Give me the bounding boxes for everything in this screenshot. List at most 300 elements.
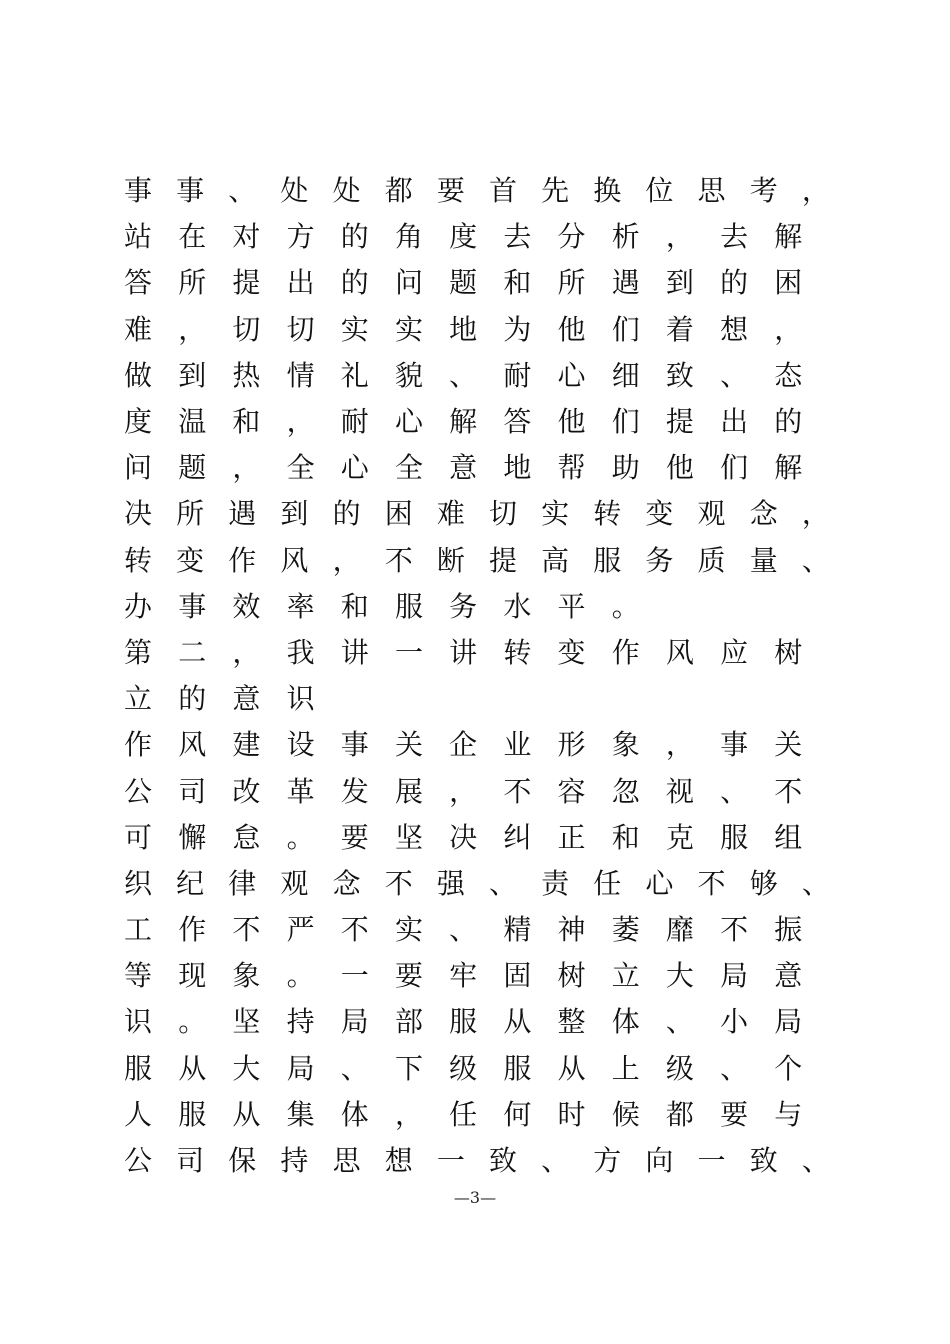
text-char: 牢 xyxy=(449,959,478,993)
text-char: 司 xyxy=(176,1144,205,1178)
text-char: 细 xyxy=(611,358,640,392)
text-char: 心 xyxy=(645,866,674,900)
text-char: 着 xyxy=(665,312,694,346)
text-char: 平 xyxy=(557,589,586,623)
text-char: 作 xyxy=(228,543,257,577)
text-char: 设 xyxy=(286,728,315,762)
text-char: 固 xyxy=(503,959,532,993)
text-char: 出 xyxy=(286,266,315,300)
text-char: 服 xyxy=(720,820,749,854)
text-char: 解 xyxy=(774,220,803,254)
text-char: 一 xyxy=(436,1144,465,1178)
text-char: 企 xyxy=(449,728,478,762)
text-char: 作 xyxy=(178,913,207,947)
text-char: 不 xyxy=(232,913,261,947)
text-char: 做 xyxy=(124,358,153,392)
text-char: 的 xyxy=(332,497,361,531)
text-char: 办 xyxy=(124,589,153,623)
text-char: 忽 xyxy=(611,774,640,808)
text-char: ， xyxy=(394,1097,423,1131)
text-char: 我 xyxy=(286,635,315,669)
text-char: 建 xyxy=(232,728,261,762)
text-char: 识 xyxy=(286,682,315,716)
text-char: 温 xyxy=(178,405,207,439)
text-char: ， xyxy=(801,174,830,208)
text-char: 度 xyxy=(124,405,153,439)
text-char: 树 xyxy=(774,635,803,669)
text-char: 怠 xyxy=(232,820,261,854)
text-line xyxy=(124,353,854,399)
text-char: 到 xyxy=(280,497,309,531)
text-char: 向 xyxy=(645,1144,674,1178)
text-char: ， xyxy=(332,543,361,577)
text-char: 致 xyxy=(488,1144,517,1178)
text-char: 实 xyxy=(394,312,423,346)
text-char: 转 xyxy=(124,543,153,577)
text-char: 、 xyxy=(720,358,749,392)
text-char: 不 xyxy=(774,774,803,808)
text-line xyxy=(124,1092,854,1138)
text-char: 局 xyxy=(720,959,749,993)
text-char: 不 xyxy=(720,913,749,947)
text-char: 、 xyxy=(720,774,749,808)
text-char: 任 xyxy=(593,866,622,900)
text-char: 问 xyxy=(124,451,153,485)
text-char: 遇 xyxy=(228,497,257,531)
text-char: 、 xyxy=(340,1051,369,1085)
text-char: 持 xyxy=(280,1144,309,1178)
text-char: 够 xyxy=(749,866,778,900)
text-char: 思 xyxy=(332,1144,361,1178)
text-char: 对 xyxy=(232,220,261,254)
text-char: 质 xyxy=(697,543,726,577)
text-char: ， xyxy=(232,635,261,669)
text-char: 断 xyxy=(436,543,465,577)
text-char: 、 xyxy=(541,1144,570,1178)
text-char: 业 xyxy=(503,728,532,762)
text-char: 、 xyxy=(801,1144,830,1178)
text-char: 率 xyxy=(286,589,315,623)
text-char: 、 xyxy=(488,866,517,900)
text-char: 的 xyxy=(774,405,803,439)
text-char: 讲 xyxy=(449,635,478,669)
text-char: 上 xyxy=(611,1051,640,1085)
text-char: 小 xyxy=(720,1005,749,1039)
text-char: 到 xyxy=(178,358,207,392)
text-char: 体 xyxy=(611,1005,640,1039)
text-line xyxy=(124,722,854,768)
text-line xyxy=(124,861,854,907)
text-line xyxy=(124,815,854,861)
text-char: 题 xyxy=(178,451,207,485)
text-char: 致 xyxy=(665,358,694,392)
text-char: 礼 xyxy=(340,358,369,392)
text-line xyxy=(124,491,854,537)
text-char: 作 xyxy=(611,635,640,669)
text-char: 严 xyxy=(286,913,315,947)
text-char: 二 xyxy=(178,635,207,669)
text-char: 事 xyxy=(720,728,749,762)
text-char: 致 xyxy=(749,1144,778,1178)
text-char: 不 xyxy=(384,866,413,900)
text-char: 度 xyxy=(449,220,478,254)
text-char: 决 xyxy=(124,497,153,531)
text-char: 视 xyxy=(665,774,694,808)
text-char: 司 xyxy=(178,774,207,808)
text-char: 切 xyxy=(488,497,517,531)
text-char: 全 xyxy=(394,451,423,485)
text-char: 大 xyxy=(665,959,694,993)
text-char: 答 xyxy=(503,405,532,439)
text-line xyxy=(124,214,854,260)
text-char: 神 xyxy=(557,913,586,947)
text-char: 貌 xyxy=(394,358,423,392)
text-char: ， xyxy=(665,220,694,254)
text-char: 服 xyxy=(449,1005,478,1039)
text-char: 要 xyxy=(720,1097,749,1131)
text-char: 切 xyxy=(232,312,261,346)
text-char: 局 xyxy=(774,1005,803,1039)
text-char: 所 xyxy=(557,266,586,300)
text-char: 地 xyxy=(449,312,478,346)
text-char: 效 xyxy=(232,589,261,623)
text-char: 量 xyxy=(749,543,778,577)
text-char: 所 xyxy=(178,266,207,300)
text-char: ， xyxy=(774,312,803,346)
text-char: 实 xyxy=(541,497,570,531)
text-char: 的 xyxy=(178,682,207,716)
text-char: 。 xyxy=(611,589,640,623)
text-char: 时 xyxy=(557,1097,586,1131)
text-char: 解 xyxy=(774,451,803,485)
text-char: 去 xyxy=(503,220,532,254)
text-char: 答 xyxy=(124,266,153,300)
text-char: 整 xyxy=(557,1005,586,1039)
text-char: 水 xyxy=(503,589,532,623)
text-char: 振 xyxy=(774,913,803,947)
text-char: 树 xyxy=(557,959,586,993)
text-char: 他 xyxy=(557,405,586,439)
text-char: 、 xyxy=(801,866,830,900)
text-line xyxy=(124,999,854,1045)
text-char: 的 xyxy=(340,266,369,300)
text-char: 困 xyxy=(774,266,803,300)
text-char: 事 xyxy=(178,589,207,623)
text-char: 全 xyxy=(286,451,315,485)
text-char: 关 xyxy=(774,728,803,762)
text-char: 体 xyxy=(340,1097,369,1131)
text-char: 服 xyxy=(394,589,423,623)
text-char: 展 xyxy=(394,774,423,808)
text-char: 改 xyxy=(232,774,261,808)
text-char: 难 xyxy=(436,497,465,531)
text-char: 容 xyxy=(557,774,586,808)
text-char: 任 xyxy=(449,1097,478,1131)
text-char: 坚 xyxy=(232,1005,261,1039)
text-char: 坚 xyxy=(394,820,423,854)
text-line xyxy=(124,260,854,306)
text-char: 集 xyxy=(286,1097,315,1131)
text-char: 、 xyxy=(720,1051,749,1085)
text-char: 正 xyxy=(557,820,586,854)
text-char: 耐 xyxy=(503,358,532,392)
text-char: 处 xyxy=(280,174,309,208)
text-char: 提 xyxy=(665,405,694,439)
text-char: 帮 xyxy=(557,451,586,485)
text-char: 和 xyxy=(503,266,532,300)
text-char: 态 xyxy=(774,358,803,392)
text-char: 要 xyxy=(394,959,423,993)
text-char: 的 xyxy=(720,266,749,300)
text-char: 服 xyxy=(178,1097,207,1131)
text-char: 念 xyxy=(749,497,778,531)
text-char: 、 xyxy=(228,174,257,208)
text-line xyxy=(124,768,854,814)
text-char: 思 xyxy=(697,174,726,208)
text-char: 出 xyxy=(720,405,749,439)
text-char: 作 xyxy=(124,728,153,762)
text-char: 和 xyxy=(232,405,261,439)
text-char: 候 xyxy=(611,1097,640,1131)
text-char: 一 xyxy=(394,635,423,669)
text-char: 纪 xyxy=(176,866,205,900)
text-line xyxy=(124,168,854,214)
text-char: 助 xyxy=(611,451,640,485)
text-char: 应 xyxy=(720,635,749,669)
text-char: 、 xyxy=(665,1005,694,1039)
text-char: 和 xyxy=(340,589,369,623)
text-char: 变 xyxy=(645,497,674,531)
body-text xyxy=(124,168,854,1184)
text-char: 讲 xyxy=(340,635,369,669)
text-char: 地 xyxy=(503,451,532,485)
text-char: 变 xyxy=(176,543,205,577)
text-char: 公 xyxy=(124,774,153,808)
text-char: 责 xyxy=(541,866,570,900)
text-char: 工 xyxy=(124,913,153,947)
text-char: 实 xyxy=(394,913,423,947)
text-char: 何 xyxy=(503,1097,532,1131)
text-line xyxy=(124,538,854,584)
text-char: 萎 xyxy=(611,913,640,947)
text-char: 。 xyxy=(286,959,315,993)
text-char: 意 xyxy=(774,959,803,993)
text-char: 考 xyxy=(749,174,778,208)
text-char: 困 xyxy=(384,497,413,531)
text-char: 不 xyxy=(697,866,726,900)
text-char: 转 xyxy=(593,497,622,531)
text-char: 高 xyxy=(541,543,570,577)
text-char: 转 xyxy=(503,635,532,669)
text-char: 、 xyxy=(449,358,478,392)
text-char: ， xyxy=(665,728,694,762)
text-char: 克 xyxy=(665,820,694,854)
text-char: 方 xyxy=(593,1144,622,1178)
text-char: 不 xyxy=(503,774,532,808)
text-char: 问 xyxy=(394,266,423,300)
text-char: 纠 xyxy=(503,820,532,854)
text-char: 风 xyxy=(280,543,309,577)
text-char: 和 xyxy=(611,820,640,854)
text-char: 象 xyxy=(232,959,261,993)
text-char: 。 xyxy=(178,1005,207,1039)
text-char: ， xyxy=(801,497,830,531)
text-char: ， xyxy=(178,312,207,346)
text-char: 观 xyxy=(280,866,309,900)
text-char: 他 xyxy=(665,451,694,485)
text-char: 事 xyxy=(176,174,205,208)
text-char: 立 xyxy=(124,682,153,716)
text-line xyxy=(124,307,854,353)
text-char: 心 xyxy=(340,451,369,485)
text-char: 决 xyxy=(449,820,478,854)
text-char: 析 xyxy=(611,220,640,254)
text-char: 解 xyxy=(449,405,478,439)
text-char: 保 xyxy=(228,1144,257,1178)
text-char: 从 xyxy=(503,1005,532,1039)
text-char: 个 xyxy=(774,1051,803,1085)
text-char: 处 xyxy=(332,174,361,208)
text-char: 、 xyxy=(801,543,830,577)
text-char: 角 xyxy=(394,220,423,254)
text-char: 服 xyxy=(503,1051,532,1085)
text-char: 情 xyxy=(286,358,315,392)
text-char: 题 xyxy=(449,266,478,300)
text-char: 一 xyxy=(340,959,369,993)
text-char: 分 xyxy=(557,220,586,254)
text-char: 象 xyxy=(611,728,640,762)
text-line xyxy=(124,1046,854,1092)
text-char: 想 xyxy=(720,312,749,346)
text-char: 部 xyxy=(394,1005,423,1039)
text-char: 精 xyxy=(503,913,532,947)
text-char: 可 xyxy=(124,820,153,854)
text-char: 革 xyxy=(286,774,315,808)
text-char: 要 xyxy=(436,174,465,208)
text-char: 下 xyxy=(394,1051,423,1085)
text-char: 都 xyxy=(665,1097,694,1131)
text-char: 耐 xyxy=(340,405,369,439)
text-char: 现 xyxy=(178,959,207,993)
text-line xyxy=(124,584,854,630)
text-line xyxy=(124,907,854,953)
text-char: 。 xyxy=(286,820,315,854)
text-char: 级 xyxy=(665,1051,694,1085)
text-char: 在 xyxy=(178,220,207,254)
text-char: 去 xyxy=(720,220,749,254)
text-char: 风 xyxy=(665,635,694,669)
text-line xyxy=(124,676,854,722)
text-char: 心 xyxy=(394,405,423,439)
text-char: 、 xyxy=(449,913,478,947)
text-char: 念 xyxy=(332,866,361,900)
text-char: 想 xyxy=(384,1144,413,1178)
text-char: 他 xyxy=(557,312,586,346)
text-line xyxy=(124,399,854,445)
text-char: 局 xyxy=(340,1005,369,1039)
text-char: 人 xyxy=(124,1097,153,1131)
text-char: 组 xyxy=(774,820,803,854)
text-char: 变 xyxy=(557,635,586,669)
text-char: 务 xyxy=(449,589,478,623)
text-char: 一 xyxy=(697,1144,726,1178)
text-char: 公 xyxy=(124,1144,153,1178)
text-char: 站 xyxy=(124,220,153,254)
text-char: 懈 xyxy=(178,820,207,854)
text-char: 到 xyxy=(665,266,694,300)
text-char: 提 xyxy=(232,266,261,300)
text-char: 们 xyxy=(720,451,749,485)
text-char: 风 xyxy=(178,728,207,762)
text-char: 首 xyxy=(488,174,517,208)
text-char: 遇 xyxy=(611,266,640,300)
text-char: 不 xyxy=(340,913,369,947)
text-char: 所 xyxy=(176,497,205,531)
text-char: 与 xyxy=(774,1097,803,1131)
text-char: ， xyxy=(286,405,315,439)
text-char: 位 xyxy=(645,174,674,208)
text-char: 律 xyxy=(228,866,257,900)
text-char: 织 xyxy=(124,866,153,900)
text-char: 先 xyxy=(541,174,570,208)
text-char: 关 xyxy=(394,728,423,762)
text-char: 难 xyxy=(124,312,153,346)
text-char: 强 xyxy=(436,866,465,900)
text-char: 局 xyxy=(286,1051,315,1085)
text-char: 们 xyxy=(611,312,640,346)
text-char: ， xyxy=(232,451,261,485)
text-char: 形 xyxy=(557,728,586,762)
text-char: 热 xyxy=(232,358,261,392)
text-char: 等 xyxy=(124,959,153,993)
text-char: 为 xyxy=(503,312,532,346)
text-char: 不 xyxy=(384,543,413,577)
text-line xyxy=(124,445,854,491)
text-char: 提 xyxy=(488,543,517,577)
text-char: 意 xyxy=(232,682,261,716)
text-char: 级 xyxy=(449,1051,478,1085)
text-line xyxy=(124,1138,854,1184)
text-char: ， xyxy=(449,774,478,808)
text-char: 靡 xyxy=(665,913,694,947)
text-char: 们 xyxy=(611,405,640,439)
text-char: 发 xyxy=(340,774,369,808)
text-char: 的 xyxy=(340,220,369,254)
text-char: 务 xyxy=(645,543,674,577)
text-char: 大 xyxy=(232,1051,261,1085)
text-char: 第 xyxy=(124,635,153,669)
text-char: 换 xyxy=(593,174,622,208)
text-char: 观 xyxy=(697,497,726,531)
text-line xyxy=(124,630,854,676)
text-char: 实 xyxy=(340,312,369,346)
text-char: 服 xyxy=(124,1051,153,1085)
text-line xyxy=(124,953,854,999)
text-char: 从 xyxy=(557,1051,586,1085)
text-char: 从 xyxy=(232,1097,261,1131)
text-char: 从 xyxy=(178,1051,207,1085)
text-char: 要 xyxy=(340,820,369,854)
text-char: 方 xyxy=(286,220,315,254)
text-char: 识 xyxy=(124,1005,153,1039)
text-char: 持 xyxy=(286,1005,315,1039)
text-char: 都 xyxy=(384,174,413,208)
text-char: 事 xyxy=(340,728,369,762)
text-char: 心 xyxy=(557,358,586,392)
text-char: 意 xyxy=(449,451,478,485)
text-char: 立 xyxy=(611,959,640,993)
text-char: 事 xyxy=(124,174,153,208)
